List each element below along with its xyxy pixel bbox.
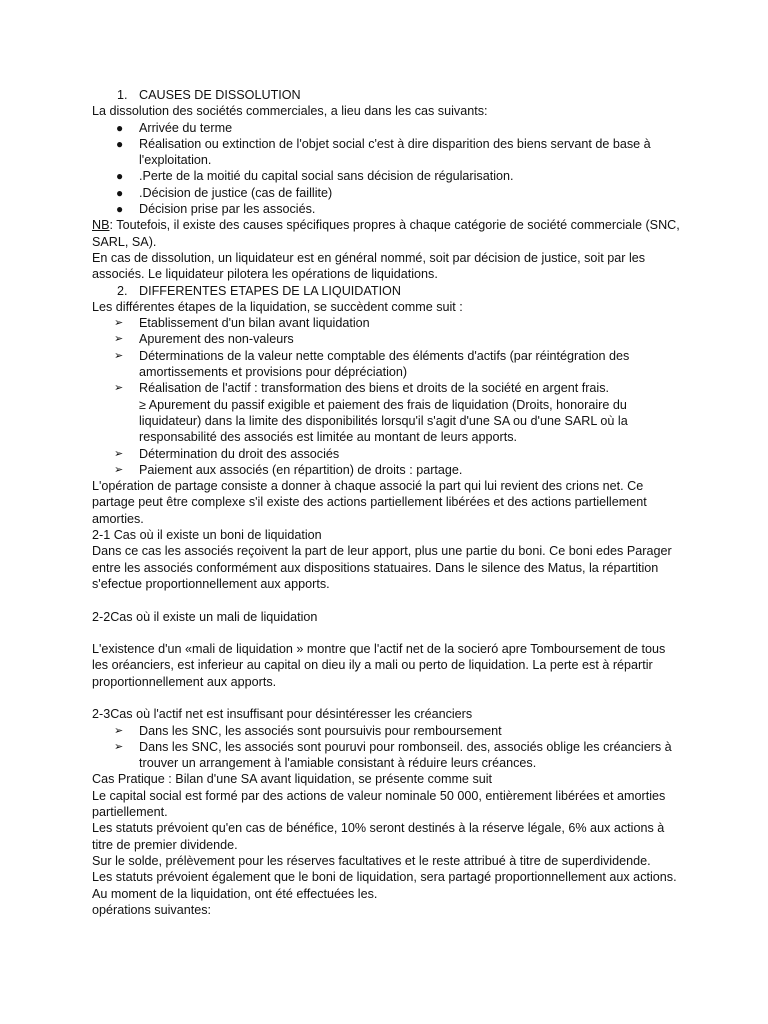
- list-item: ➢ Déterminations de la valeur nette comptable des éléments d'actifs (par réintégration des amortissements et provisions pour dépréciation): [114, 348, 630, 380]
- document-content: [92, 87, 682, 918]
- section-2-title: DIFFERENTES ETAPES DE LA LIQUIDATION: [139, 283, 401, 298]
- bullet-icon: ●: [116, 185, 124, 200]
- section-2-1-title: 2-1 Cas où il existe un boni de liquidation: [92, 528, 322, 543]
- section-2-1-text: Dans ce cas les associés reçoivent la part de leur apport, plus une partie du boni. Ce boni edes Parager entre les associés conformément aux dispositions statuaires. Dans le silence des Matus, la répartition s'efectue proportionnellement aux apports.: [92, 544, 672, 591]
- arrow-bullet-icon: ➢: [114, 740, 124, 753]
- list-item: ➢ Détermination du droit des associés: [114, 446, 340, 461]
- list-item: ➢ Réalisation de l'actif : transformation des biens et droits de la société en argent frais. ≥ Apurement du passif exigible et paiement des frais de liquidation (Droits, honoraire du liquidateur) dans la limite des disponibilités lorsqu'il s'agit d'une SA ou d'une SARL où la responsabilité des associés est limitée au montant de leurs apports.: [114, 381, 628, 445]
- partage-paragraph: L'opération de partage consiste a donner à chaque associé la part qui lui revient des crions net. Ce partage peut être complexe s'il existe des actions partiellement libérées et des actions partiellement amorties.: [92, 479, 647, 526]
- bullet-icon: ●: [116, 202, 124, 217]
- bullet-icon: ●: [116, 136, 124, 151]
- nb-label: NB: [92, 218, 110, 233]
- bullet-icon: ●: [116, 120, 124, 135]
- case-statuts-2: Les statuts prévoient également que le boni de liquidation, sera partagé proportionnellement aux actions. Au moment de la liquidation, ont été effectuées les.: [92, 870, 677, 901]
- nb-paragraph: [92, 217, 682, 250]
- list-item: ➢ Dans les SNC, les associés sont pouruvi pour rombonseil. des, associés oblige les créanciers à trouver un arrangement à l'amiable consistant à réduire leurs créances.: [114, 739, 672, 771]
- list-item: ➢ Paiement aux associés (en répartition) de droits : partage.: [114, 462, 463, 477]
- arrow-bullet-icon: ➢: [114, 447, 124, 460]
- step-sub-text: ≥ Apurement du passif exigible et paiement des frais de liquidation (Droits, honoraire du liquidateur) dans la limite des disponibilités lorsqu'il s'agit d'une SA ou d'une SARL où la responsabilité des associés est limitée au montant de leurs apports.: [139, 397, 628, 445]
- case-capital: Le capital social est formé par des actions de valeur nominale 50 000, entièrement libérées et amorties partiellement.: [92, 788, 666, 820]
- arrow-bullet-icon: ➢: [114, 349, 124, 362]
- list-item: ➢ Dans les SNC, les associés sont poursuivis pour remboursement: [114, 723, 502, 738]
- arrow-bullet-icon: ➢: [114, 317, 124, 330]
- section-1-title: CAUSES DE DISSOLUTION: [139, 88, 301, 102]
- section-1-heading: [92, 87, 682, 103]
- list-item: ● .Perte de la moitié du capital social sans décision de régularisation.: [116, 169, 514, 184]
- case-statuts-1: Les statuts prévoient qu'en cas de bénéfice, 10% seront destinés à la réserve légale, 6% aux actions à titre de premier dividende.: [92, 821, 665, 852]
- list-item: ● .Décision de justice (cas de faillite): [116, 185, 333, 200]
- arrow-bullet-icon: ➢: [114, 333, 124, 346]
- case-title: Cas Pratique : Bilan d'une SA avant liquidation, se présente comme suit: [92, 772, 493, 787]
- list-item: ● Décision prise par les associés.: [116, 202, 316, 217]
- blank-line: [92, 690, 682, 706]
- list-item: ● Arrivée du terme: [116, 120, 233, 135]
- arrow-bullet-icon: ➢: [114, 724, 124, 737]
- section-1-number: 1.: [117, 88, 128, 102]
- liquidator-paragraph: En cas de dissolution, un liquidateur est en général nommé, soit par décision de justice, soit par les associés. Le liquidateur pilotera les opérations de liquidations.: [92, 250, 646, 282]
- list-item: ● Réalisation ou extinction de l'objet social c'est à dire disparition des biens servant de base à l'exploitation.: [116, 136, 651, 168]
- section-1-intro: La dissolution des sociétés commerciales, a lieu dans les cas suivants:: [92, 104, 488, 119]
- blank-line: [92, 625, 682, 641]
- insufficient-assets-list: [92, 723, 682, 772]
- section-2-intro: Les différentes étapes de la liquidation, se succèdent comme suit :: [92, 299, 463, 314]
- section-2-2-title: 2-2Cas où il existe un mali de liquidation: [92, 609, 318, 624]
- section-2-heading: [92, 283, 682, 299]
- section-2-3-title: 2-3Cas où l'actif net est insuffisant pour désintéresser les créanciers: [92, 707, 473, 722]
- section-2-2-text: L'existence d'un «mali de liquidation » montre que l'actif net de la socieró apre Tomboursement de tous les oréanciers, est inferieur au capital on dieu ily a mali ou perto de liquidation. La perte est à répartir proportionnellement aux apports.: [92, 642, 666, 689]
- dissolution-causes-list: [92, 120, 682, 218]
- list-item: ➢ Apurement des non-valeurs: [114, 332, 294, 347]
- arrow-bullet-icon: ➢: [114, 463, 124, 476]
- nb-text: : Toutefois, il existe des causes spécifiques propres à chaque catégorie de société commerciale (SNC, SARL, SA).: [92, 218, 680, 249]
- list-item: ➢ Etablissement d'un bilan avant liquidation: [114, 316, 370, 331]
- case-solde: Sur le solde, prélèvement pour les réserves facultatives et le reste attribué à titre de superdividende.: [92, 853, 651, 868]
- blank-line: [92, 592, 682, 608]
- section-2-number: 2.: [117, 283, 128, 298]
- case-operations: opérations suivantes:: [92, 902, 212, 917]
- bullet-icon: ●: [116, 169, 124, 184]
- liquidation-steps-list: [92, 315, 682, 478]
- arrow-bullet-icon: ➢: [114, 382, 124, 395]
